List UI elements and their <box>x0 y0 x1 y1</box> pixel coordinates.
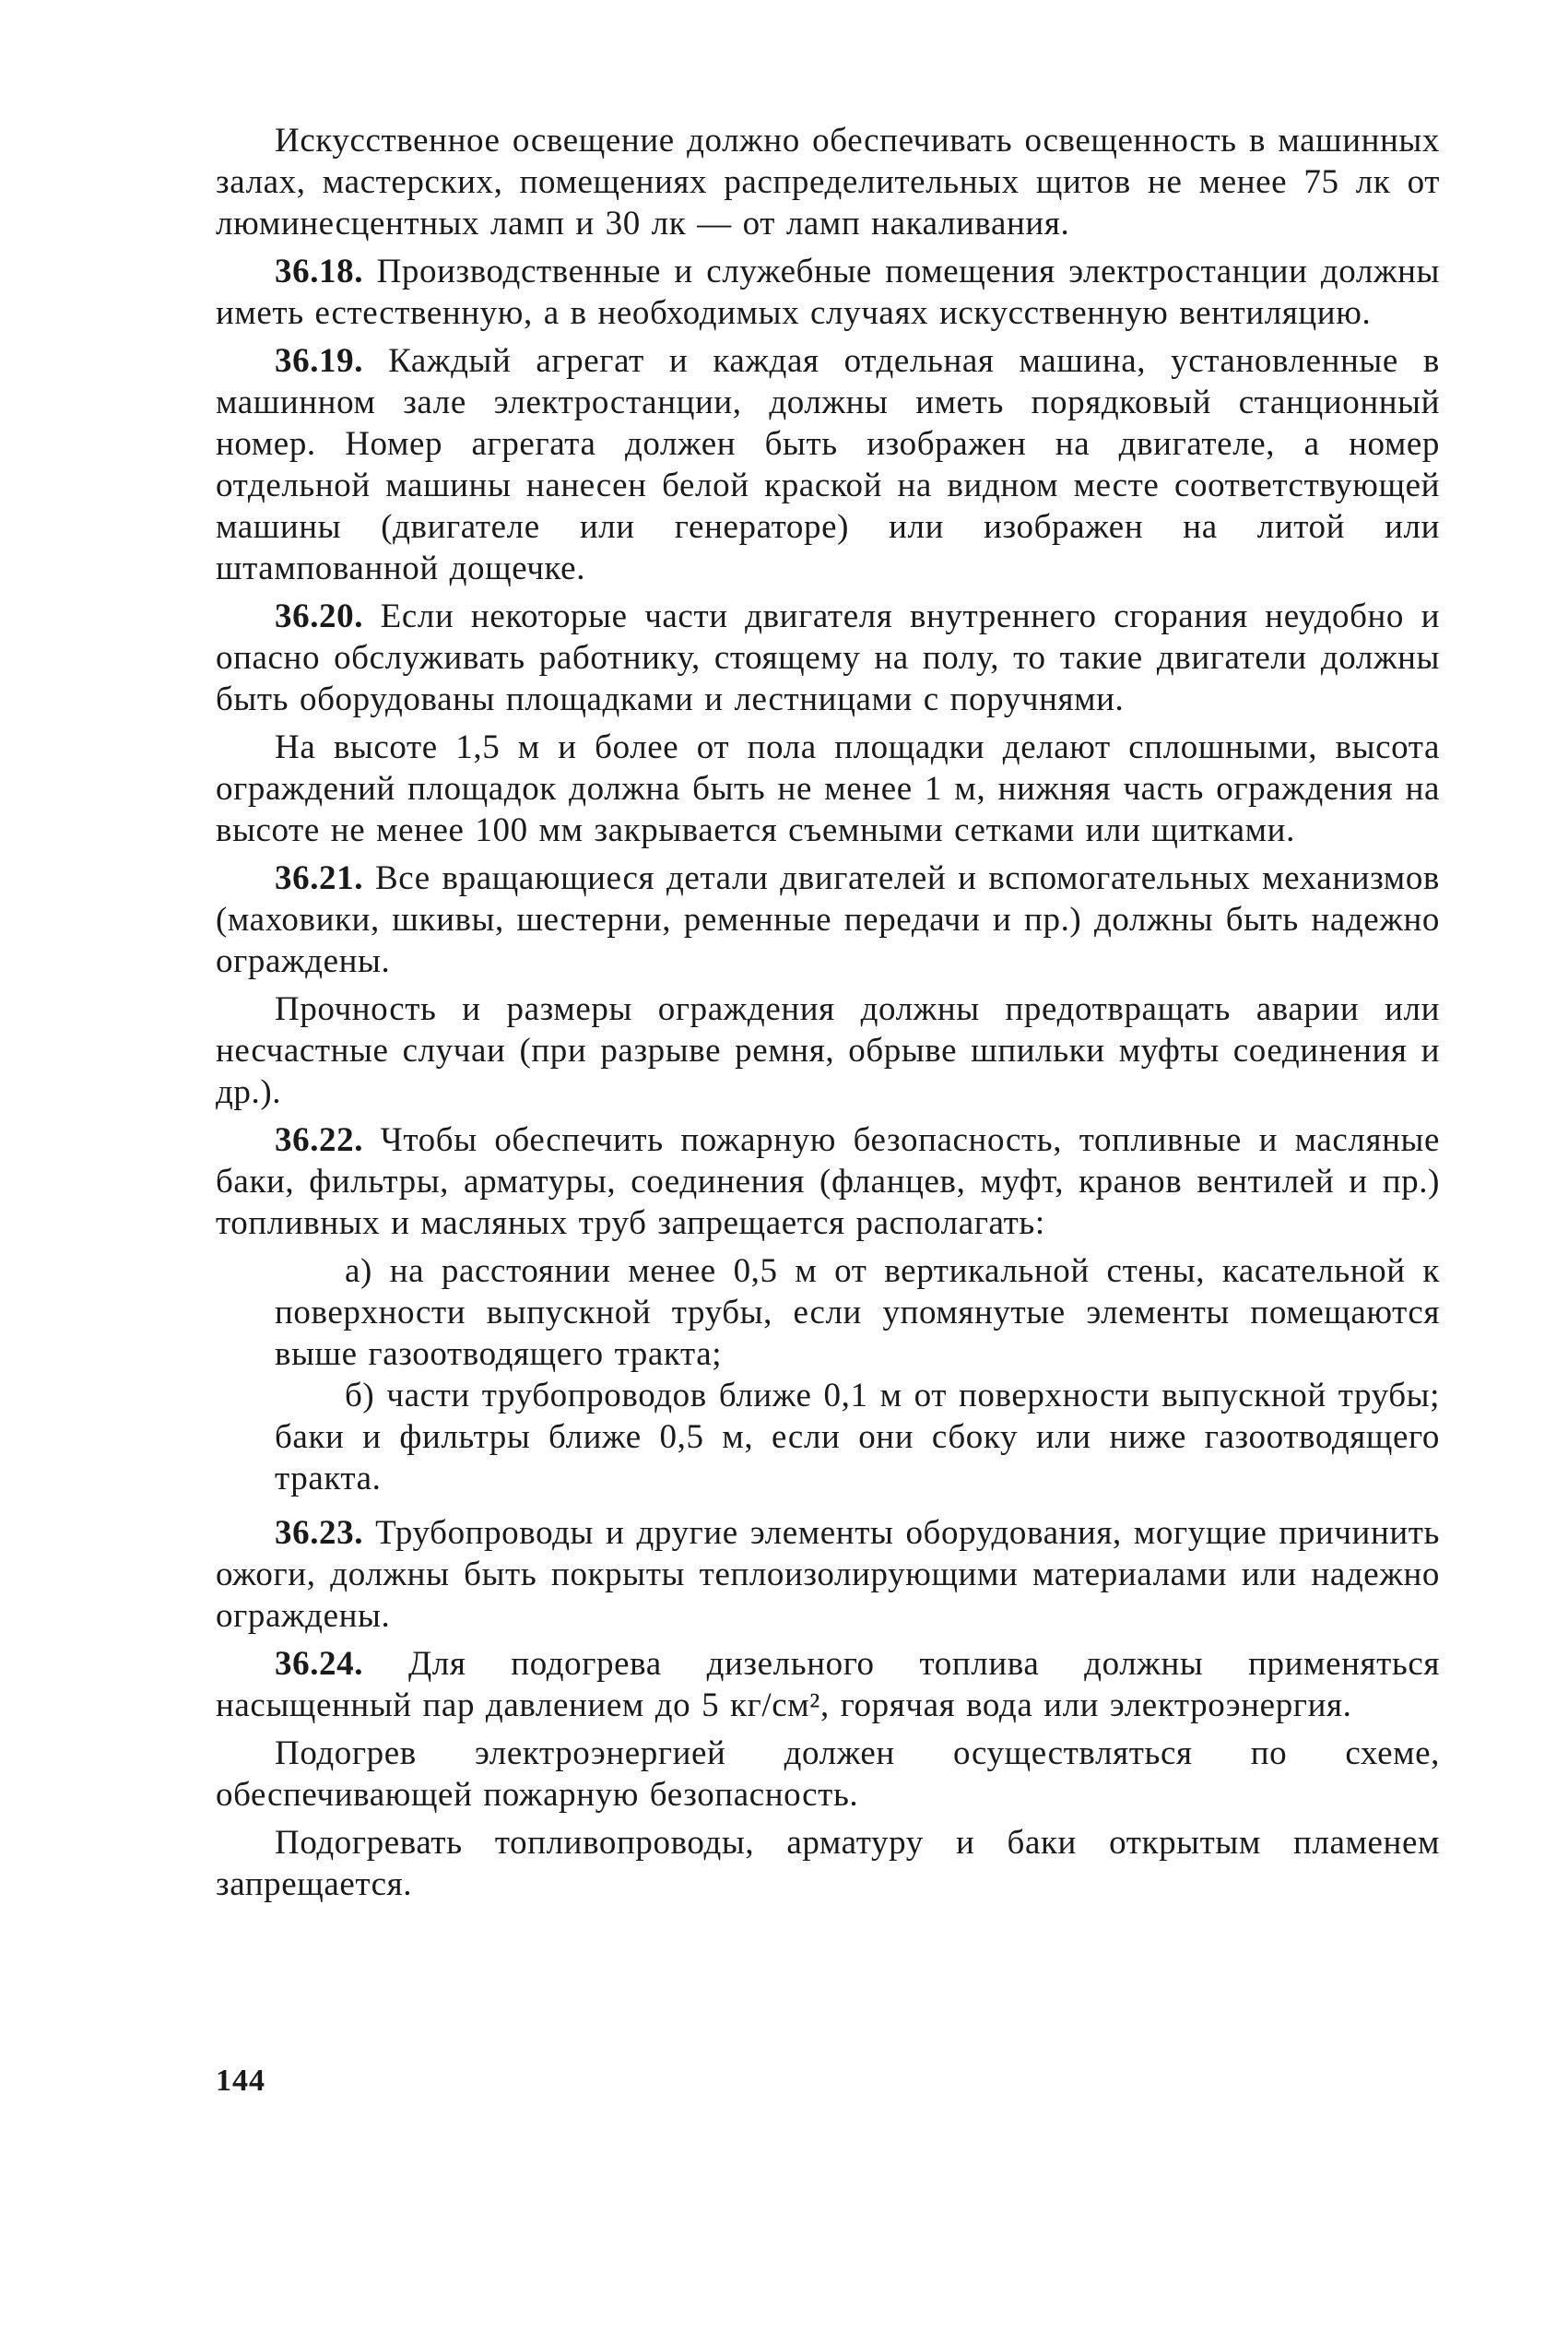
list-item-a: а) на расстоянии менее 0,5 м от вертикальной стены, касательной к поверхности выпускной трубы, если упомянутые элементы помещаются выше газоотводящего тракта; <box>275 1252 1440 1373</box>
clause-number: 36.19. <box>275 342 364 380</box>
page-number: 144 <box>216 2064 265 2098</box>
clause-number: 36.22. <box>275 1121 364 1159</box>
paragraph-text: Подогрев электроэнергией должен осуществляться по схеме, обеспечивающей пожарную безопасность. <box>216 1734 1440 1814</box>
paragraph-open-flame <box>216 1822 1440 1905</box>
clause-36-22 <box>216 1119 1440 1244</box>
paragraph-text: Чтобы обеспечить пожарную безопасность, топливные и масляные баки, фильтры, арматуры, соединения (фланцев, муфт, кранов вентилей и пр.) топливных и масляных труб запрещается располагать: <box>216 1121 1440 1242</box>
clause-36-24 <box>216 1643 1440 1726</box>
paragraph-text: Производственные и служебные помещения электростанции должны иметь естественную, а в необходимых случаях искусственную вентиляцию. <box>216 253 1440 332</box>
clause-36-18 <box>216 251 1440 334</box>
paragraph-text: Прочность и размеры ограждения должны предотвращать аварии или несчастные случаи (при разрыве ремня, обрыве шпильки муфты соединения и др.). <box>216 990 1440 1111</box>
paragraph-text: Все вращающиеся детали двигателей и вспомогательных механизмов (маховики, шкивы, шестерни, ременные передачи и пр.) должны быть надежно ограждены. <box>216 859 1440 980</box>
paragraph-electric-heating <box>216 1733 1440 1816</box>
paragraph-text: Каждый агрегат и каждая отдельная машина, установленные в машинном зале электростанции, должны иметь порядковый станционный номер. Номер агрегата должен быть изображен на двигателе, а номер отдельной машины нанесен белой краской на видном месте соответствующей машины (двигателе или генераторе) или изображен на литой или штампованной дощечке. <box>216 342 1440 587</box>
paragraph-text: Если некоторые части двигателя внутреннего сгорания неудобно и опасно обслуживать работнику, стоящему на полу, то такие двигатели должны быть оборудованы площадками и лестницами с поручнями. <box>216 598 1440 718</box>
paragraph-text: Искусственное освещение должно обеспечивать освещенность в машинных залах, мастерских, помещениях распределительных щитов не менее 75 лк от люминесцентных ламп и 30 лк — от ламп накаливания. <box>216 122 1440 243</box>
clause-36-20 <box>216 596 1440 720</box>
paragraph-platforms <box>216 727 1440 851</box>
clause-number: 36.24. <box>275 1645 364 1683</box>
paragraph-guard-strength <box>216 988 1440 1113</box>
clause-number: 36.21. <box>275 859 364 897</box>
paragraph-text: Для подогрева дизельного топлива должны применяться насыщенный пар давлением до 5 кг/см², горячая вода или электроэнергия. <box>216 1645 1440 1724</box>
list-item-b: б) части трубопроводов ближе 0,1 м от поверхности выпускной трубы; баки и фильтры ближе 0,5 м, если они сбоку или ниже газоотводящего тракта. <box>275 1377 1440 1497</box>
clause-36-19 <box>216 340 1440 589</box>
clause-number: 36.23. <box>275 1514 364 1552</box>
clause-number: 36.20. <box>275 598 364 635</box>
clause-36-23 <box>216 1512 1440 1637</box>
paragraph-text: Трубопроводы и другие элементы оборудования, могущие причинить ожоги, должны быть покрыты теплоизолирующими материалами или надежно ограждены. <box>216 1514 1440 1635</box>
paragraph-text: Подогревать топливопроводы, арматуру и баки открытым пламенем запрещается. <box>216 1824 1440 1903</box>
prohibited-locations-list <box>216 1250 1440 1499</box>
clause-36-21 <box>216 858 1440 982</box>
paragraph-lighting <box>216 120 1440 244</box>
page-body <box>216 120 1440 1911</box>
paragraph-text: На высоте 1,5 м и более от пола площадки делают сплошными, высота ограждений площадок должна быть не менее 1 м, нижняя часть ограждения на высоте не менее 100 мм закрывается съемными сетками или щитками. <box>216 728 1440 849</box>
clause-number: 36.18. <box>275 253 364 290</box>
